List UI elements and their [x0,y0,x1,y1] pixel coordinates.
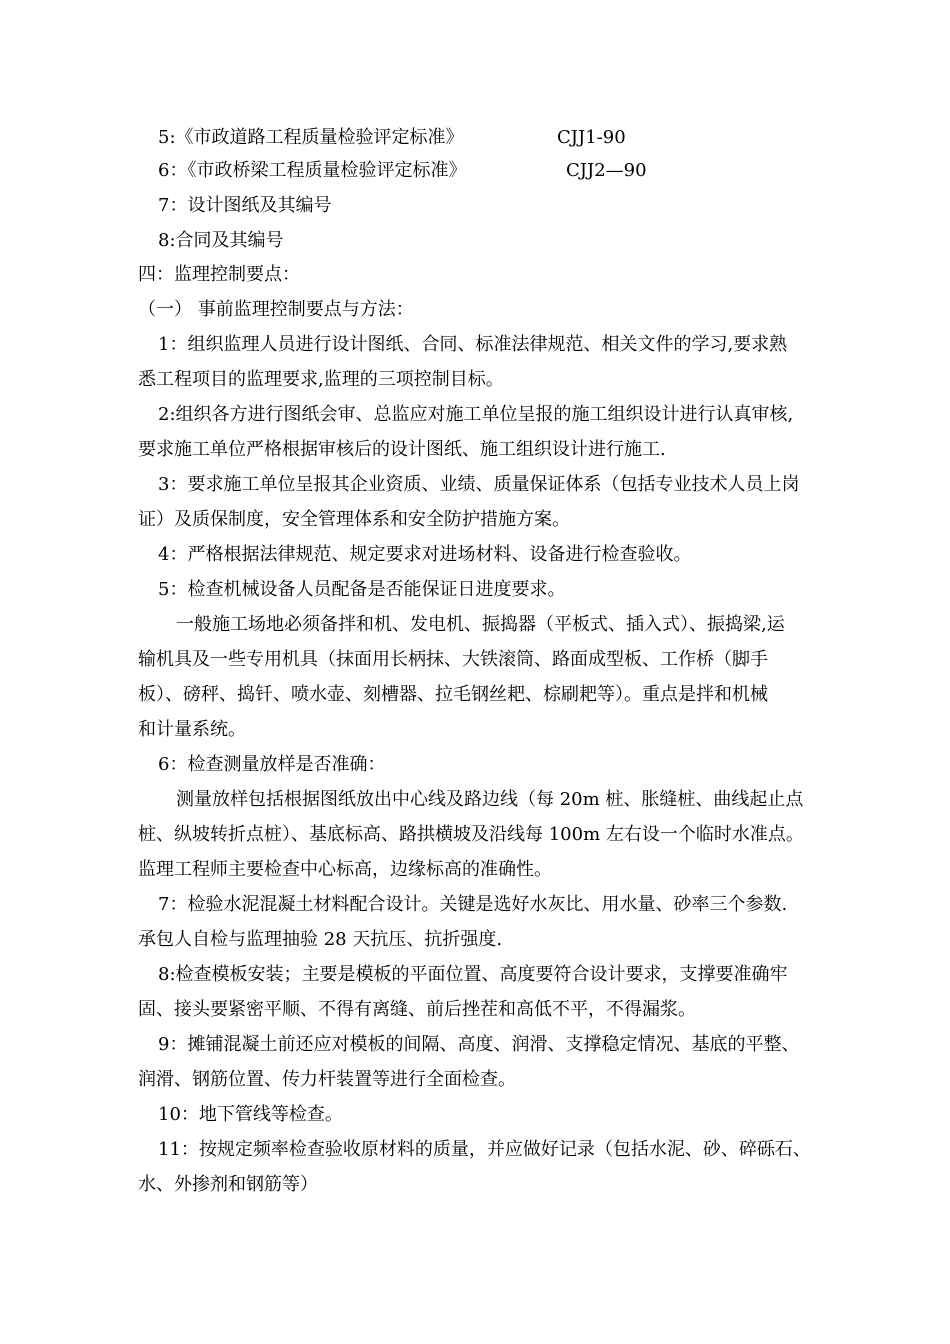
standard-code-cjj1: CJJ1-90 [557,127,626,148]
text-line-survey-a: 测量放样包括根据图纸放出中心线及路边线（每 20m 桩、胀缝桩、曲线起止点 [176,789,804,810]
text-line-survey-c: 监理工程师主要检查中心标高，边缘标高的准确性。 [138,859,552,880]
section-heading-control-points: 四：监理控制要点： [138,264,300,285]
text-line-item-1a: 1：组织监理人员进行设计图纸、合同、标准法律规范、相关文件的学习,要求熟 [158,334,788,355]
text-line-equipment-b: 输机具及一些专用机具（抹面用长柄抹、大铁滚筒、路面成型板、工作桥（脚手 [138,649,768,670]
text-line-item-8a: 8:检查模板安装；主要是模板的平面位置、高度要符合设计要求，支撑要准确牢 [158,964,788,985]
text-line-drawings: 7：设计图纸及其编号 [158,195,332,216]
text-line-item-3b: 证）及质保制度，安全管理体系和安全防护措施方案。 [138,509,570,530]
text-line-item-1b: 悉工程项目的监理要求,监理的三项控制目标。 [138,369,504,390]
text-line-item-11a: 11：按规定频率检查验收原材料的质量，并应做好记录（包括水泥、砂、碎砾石、 [158,1139,811,1160]
text-line-item-8b: 固、接头要紧密平顺、不得有离缝、前后挫茬和高低不平，不得漏浆。 [138,999,696,1020]
text-line-equipment-a: 一般施工场地必须备拌和机、发电机、振捣器（平板式、插入式）、振捣梁,运 [176,614,785,635]
text-line-item-7a: 7：检验水泥混凝土材料配合设计。关键是选好水灰比、用水量、砂率三个参数. [158,894,788,915]
standard-code-cjj2: CJJ2—90 [566,160,647,181]
text-line-item-3a: 3：要求施工单位呈报其企业资质、业绩、质量保证体系（包括专业技术人员上岗 [158,474,800,495]
text-line-item-11b: 水、外掺剂和钢筋等） [138,1174,318,1195]
subsection-heading-pre-control: （一） 事前监理控制要点与方法： [138,299,414,320]
text-line-item-10: 10：地下管线等检查。 [158,1104,343,1125]
text-line-item-2a: 2:组织各方进行图纸会审、总监应对施工单位呈报的施工组织设计进行认真审核, [158,404,794,425]
text-line-standard-6: 6：《市政桥梁工程质量检验评定标准》 [158,160,467,181]
text-line-contract: 8:合同及其编号 [158,230,284,251]
text-line-item-9a: 9：摊铺混凝土前还应对模板的间隔、高度、润滑、支撑稳定情况、基底的平整、 [158,1034,800,1055]
text-line-equipment-d: 和计量系统。 [138,719,246,740]
text-line-item-4: 4：严格根据法律规范、规定要求对进场材料、设备进行检查验收。 [158,544,692,565]
text-line-item-7b: 承包人自检与监理抽验 28 天抗压、抗折强度. [138,929,503,950]
text-line-item-5: 5：检查机械设备人员配备是否能保证日进度要求。 [158,579,566,600]
text-line-equipment-c: 板）、磅秤、捣钎、喷水壶、刻槽器、拉毛钢丝耙、棕刷耙等）。重点是拌和机械 [138,684,768,705]
text-line-item-9b: 润滑、钢筋位置、传力杆装置等进行全面检查。 [138,1069,516,1090]
text-line-item-6: 6：检查测量放样是否准确： [158,754,386,775]
text-line-survey-b: 桩、纵坡转折点桩）、基底标高、路拱横坡及沿线每 100m 左右设一个临时水准点。 [138,824,804,845]
text-line-standard-5: 5:《市政道路工程质量检验评定标准》 [158,127,464,148]
text-line-item-2b: 要求施工单位严格根据审核后的设计图纸、施工组织设计进行施工. [138,439,666,460]
